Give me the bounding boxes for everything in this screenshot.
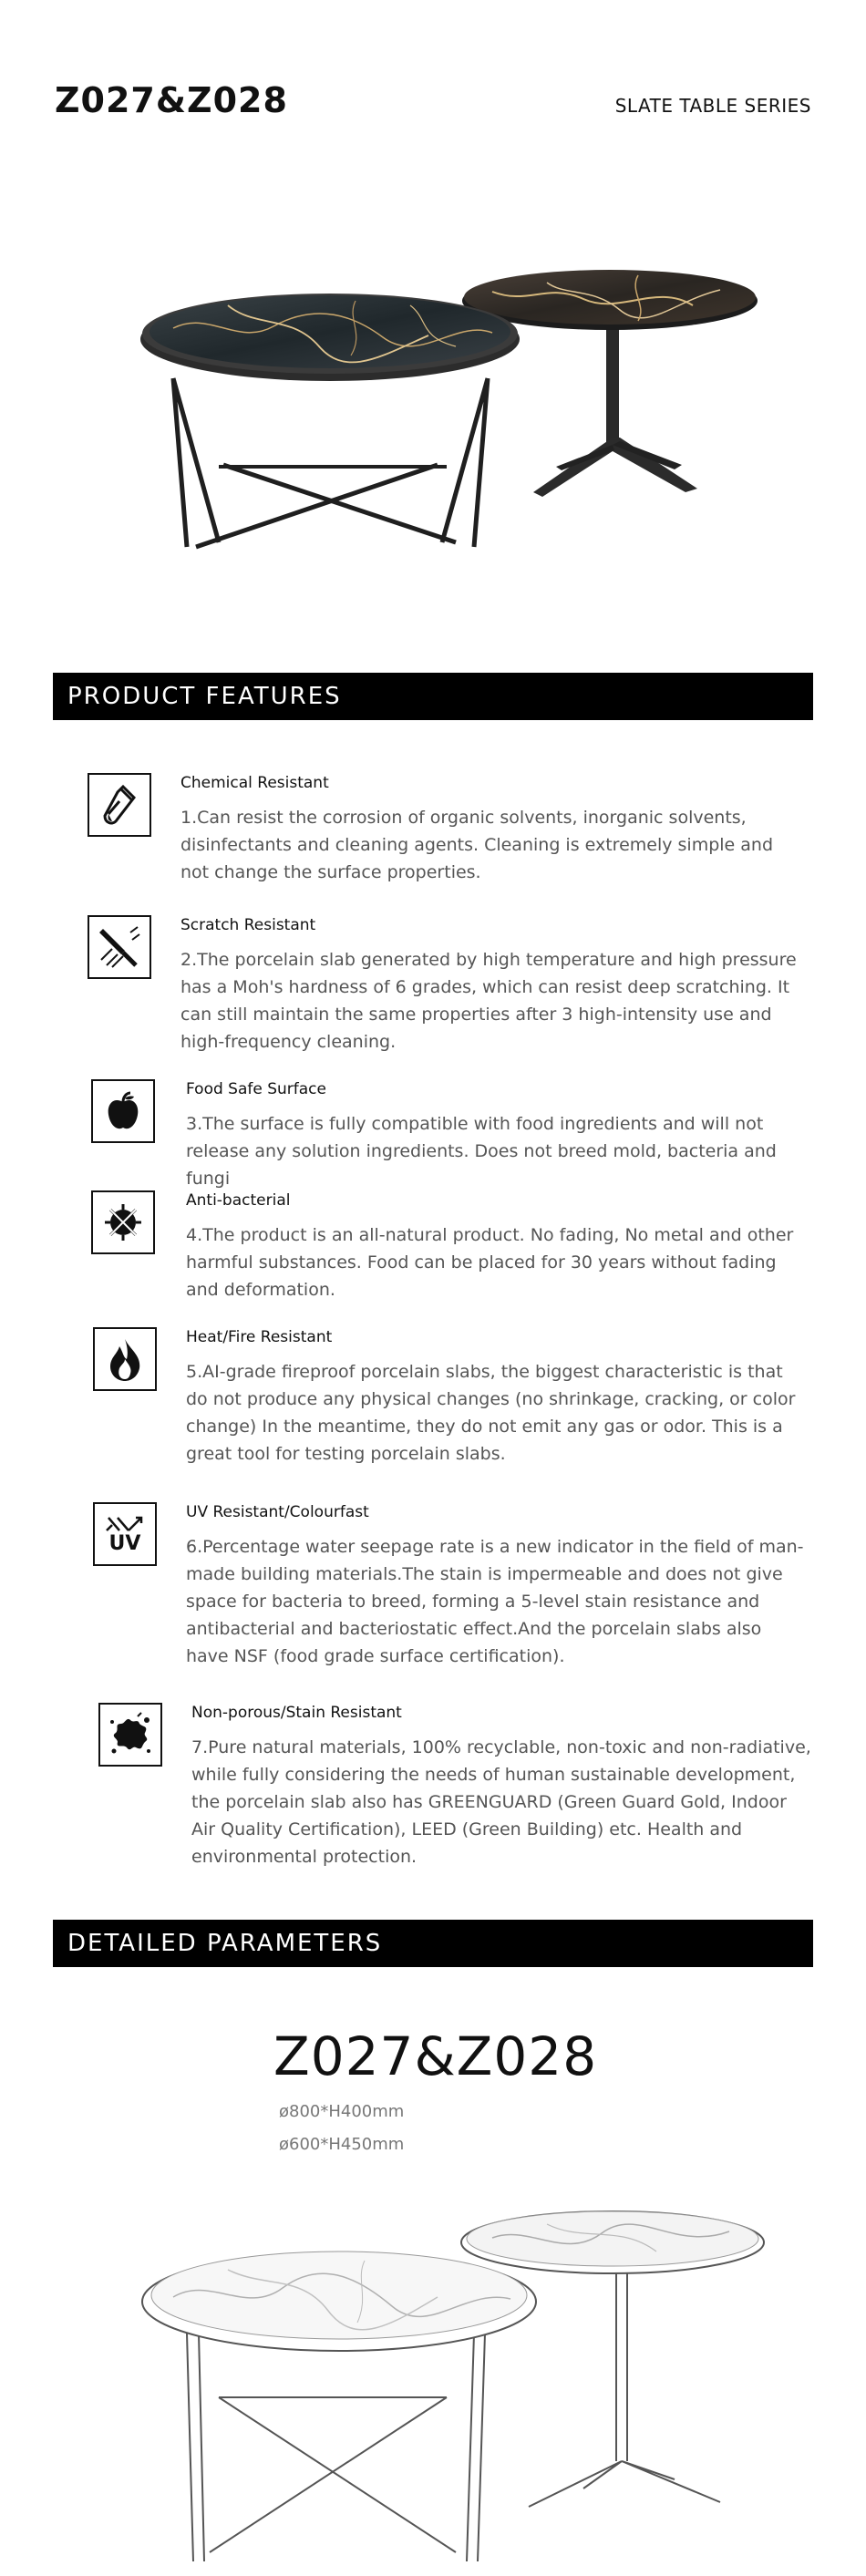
feature-title: Food Safe Surface [186, 1080, 326, 1098]
anti-bacteria-icon [91, 1190, 155, 1254]
table-line-drawing [0, 2188, 866, 2576]
feature-description: 2.The porcelain slab generated by high temperature and high pressure has a Moh's hardness of 6 grades, which can resist deep scratching. It can still maintain the same properties after 3 high-intensity use and high-frequency cleaning. [180, 950, 797, 1052]
feature-description: 7.Pure natural materials, 100% recyclable, non-toxic and non-radiative, while fully considering the needs of human sustainable development, the porcelain slab also has GREENGUARD (Green Guard Gold, Indoor Air Quality Certification), LEED (Green Building) etc. Health and environmental protection. [191, 1737, 811, 1867]
feature-uv-resistant [93, 1502, 804, 1675]
page-title: Z027&Z028 [55, 80, 288, 120]
feature-title: Heat/Fire Resistant [186, 1328, 333, 1346]
feature-title: Scratch Resistant [180, 916, 316, 934]
stain-splat-icon [98, 1703, 162, 1767]
uv-icon [93, 1502, 157, 1566]
hero-product-image [0, 219, 866, 602]
feature-title: Non-porous/Stain Resistant [191, 1704, 402, 1722]
feature-title: Anti-bacterial [186, 1191, 291, 1210]
chemical-flask-icon [88, 773, 151, 837]
feature-scratch-resistant [88, 915, 799, 1061]
dimension-small-table: ø600*H450mm [279, 2135, 405, 2154]
dimension-large-table: ø800*H400mm [279, 2102, 405, 2121]
knife-scratch-icon [88, 915, 151, 979]
feature-anti-bacterial [91, 1190, 802, 1309]
apple-icon [91, 1079, 155, 1143]
feature-chemical-resistant [88, 773, 799, 891]
uv-icon-label: UV [108, 1532, 141, 1555]
parameters-model-title: Z027&Z028 [273, 2025, 598, 2087]
feature-heat-fire-resistant [93, 1327, 804, 1473]
feature-title: Chemical Resistant [180, 774, 329, 792]
feature-description: 4.The product is an all-natural product. No fading, No metal and other harmful substances. Food can be placed for 30 years without fading and deformation. [186, 1225, 794, 1300]
feature-title: UV Resistant/Colourfast [186, 1503, 369, 1521]
features-section-header: PRODUCT FEATURES [53, 673, 813, 720]
parameters-section-header: DETAILED PARAMETERS [53, 1920, 813, 1967]
feature-description: 3.The surface is fully compatible with food ingredients and will not release any solution ingredients. Does not breed mold, bacteria and fungi [186, 1114, 777, 1189]
series-label: SLATE TABLE SERIES [614, 95, 811, 117]
feature-food-safe [91, 1079, 802, 1189]
feature-description: 5.AI-grade fireproof porcelain slabs, the biggest characteristic is that do not produce any physical changes (no shrinkage, cracking, or color change) In the meantime, they do not emit any gas or odor. This is a great tool for testing porcelain slabs. [186, 1362, 796, 1464]
feature-description: 1.Can resist the corrosion of organic solvents, inorganic solvents, disinfectants and cleaning agents. Cleaning is extremely simple and not change the surface properties. [180, 808, 774, 882]
feature-non-porous-stain-resistant [98, 1703, 809, 1876]
feature-description: 6.Percentage water seepage rate is a new indicator in the field of man-made building materials.The stain is impermeable and does not give space for bacteria to breed, forming a 5-level stain resistance and antibacterial and bacteriostatic effect.And the porcelain slabs also have NSF (food grade surface certification). [186, 1537, 804, 1666]
flame-icon [93, 1327, 157, 1391]
